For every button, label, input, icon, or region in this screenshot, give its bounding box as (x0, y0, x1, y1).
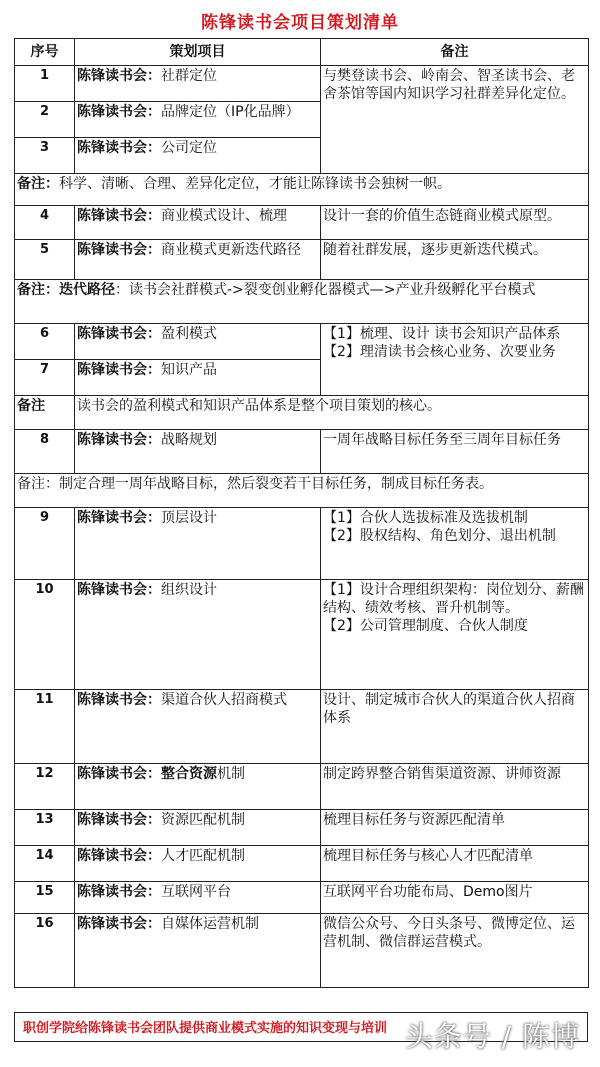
item-text: 自媒体运营机制 (161, 916, 259, 932)
row-num: 13 (15, 810, 75, 846)
table-row (15, 580, 589, 690)
row-num: 5 (15, 240, 75, 280)
row-item (75, 882, 321, 914)
row-remark: 梳理目标任务与资源匹配清单 (321, 810, 589, 846)
row-remark (321, 324, 589, 396)
remark-line: 【2】理清读书会核心业务、次要业务 (323, 344, 556, 360)
item-prefix: 陈锋读书会： (77, 326, 161, 342)
item-text: 资源匹配机制 (161, 812, 245, 828)
row-remark: 与樊登读书会、岭南会、智圣读书会、老舍茶馆等国内知识学习社群差异化定位。 (321, 66, 589, 174)
item-prefix: 陈锋读书会： (77, 692, 161, 708)
row-num: 8 (15, 430, 75, 474)
note-bold: 迭代路径 (59, 282, 115, 298)
note-row (15, 280, 589, 324)
row-num: 1 (15, 66, 75, 102)
row-remark: 随着社群发展，逐步更新迭代模式。 (321, 240, 589, 280)
header-item: 策划项目 (75, 39, 321, 66)
item-prefix: 陈锋读书会： (77, 68, 161, 84)
item-text: 顶层设计 (161, 510, 217, 526)
row-remark (321, 508, 589, 580)
item-prefix: 陈锋读书会： (77, 766, 161, 782)
remark-line: 【2】公司管理制度、合伙人制度 (323, 618, 528, 634)
table-row (15, 810, 589, 846)
table-row (15, 690, 589, 764)
row-remark: 设计一套的价值生态链商业模式原型。 (321, 206, 589, 240)
table-header-row (15, 39, 589, 66)
row-item (75, 810, 321, 846)
note-cell (15, 280, 589, 324)
item-prefix: 陈锋读书会： (77, 884, 161, 900)
remark-line: 【1】合伙人选拔标准及选拔机制 (323, 510, 528, 526)
note-label: 备注 (15, 396, 75, 430)
remark-line: 【2】股权结构、角色划分、退出机制 (323, 528, 556, 544)
row-remark (321, 580, 589, 690)
header-remark: 备注 (321, 39, 589, 66)
document-title: 陈锋读书会项目策划清单 (201, 13, 399, 33)
row-item (75, 764, 321, 810)
row-item (75, 240, 321, 280)
item-text: 渠道合伙人招商模式 (161, 692, 287, 708)
item-text: 品牌定位（IP化品牌） (161, 104, 300, 120)
row-num: 10 (15, 580, 75, 690)
item-text: 公司定位 (161, 140, 217, 156)
row-item (75, 138, 321, 174)
item-prefix: 陈锋读书会： (77, 362, 161, 378)
item-prefix: 陈锋读书会： (77, 812, 161, 828)
row-num: 15 (15, 882, 75, 914)
table-row (15, 324, 589, 360)
row-num: 11 (15, 690, 75, 764)
item-text: 战略规划 (161, 432, 217, 448)
item-text: 人才匹配机制 (161, 848, 245, 864)
item-text: 组织设计 (161, 582, 217, 598)
row-item (75, 102, 321, 138)
row-remark: 互联网平台功能布局、Demo图片 (321, 882, 589, 914)
table-row (15, 240, 589, 280)
note-text: ：读书会社群模式->裂变创业孵化器模式—>产业升级孵化平台模式 (115, 282, 536, 298)
item-prefix: 陈锋读书会： (77, 104, 161, 120)
item-prefix: 陈锋读书会： (77, 510, 161, 526)
row-item (75, 580, 321, 690)
item-text: 互联网平台 (161, 884, 231, 900)
table-row (15, 914, 589, 988)
item-text: 社群定位 (161, 68, 217, 84)
item-prefix: 陈锋读书会： (77, 582, 161, 598)
note-label: 备注： (17, 282, 59, 298)
item-prefix: 陈锋读书会： (77, 432, 161, 448)
note-text: 备注：制定合理一周年战略目标，然后裂变若干目标任务，制成目标任务表。 (15, 474, 589, 508)
remark-line: 【1】梳理、设计 读书会知识产品体系 (323, 326, 561, 342)
row-num: 12 (15, 764, 75, 810)
table-row (15, 66, 589, 102)
item-text: 商业模式设计、梳理 (161, 208, 287, 224)
watermark: 头条号 / 陈博 (404, 1020, 580, 1053)
footer-text: 职创学院给陈锋读书会团队提供商业模式实施的知识变现与培训 (23, 1021, 388, 1036)
row-remark: 微信公众号、今日头条号、微博定位、运营机制、微信群运营模式。 (321, 914, 589, 988)
row-num: 6 (15, 324, 75, 360)
row-item (75, 206, 321, 240)
item-prefix: 陈锋读书会： (77, 848, 161, 864)
item-prefix: 陈锋读书会： (77, 242, 161, 258)
row-num: 3 (15, 138, 75, 174)
row-num: 7 (15, 360, 75, 396)
item-prefix: 陈锋读书会： (77, 208, 161, 224)
note-row (15, 396, 589, 430)
row-remark: 梳理目标任务与核心人才匹配清单 (321, 846, 589, 882)
row-num: 14 (15, 846, 75, 882)
row-item (75, 508, 321, 580)
row-remark: 设计、制定城市合伙人的渠道合伙人招商体系 (321, 690, 589, 764)
row-item (75, 324, 321, 360)
table-row (15, 882, 589, 914)
item-text: 机制 (217, 766, 245, 782)
note-row (15, 174, 589, 206)
row-num: 2 (15, 102, 75, 138)
note-label: 备注： (17, 176, 59, 192)
table-row (15, 508, 589, 580)
item-prefix: 陈锋读书会： (77, 916, 161, 932)
row-item (75, 66, 321, 102)
table-row (15, 764, 589, 810)
header-num: 序号 (15, 39, 75, 66)
item-text: 盈利模式 (161, 326, 217, 342)
remark-line: 【1】设计合理组织架构：岗位划分、薪酬结构、绩效考核、晋升机制等。 (323, 582, 584, 616)
row-num: 4 (15, 206, 75, 240)
row-item (75, 846, 321, 882)
item-bold: 整合资源 (161, 766, 217, 782)
note-row (15, 474, 589, 508)
row-item (75, 690, 321, 764)
note-text: 科学、清晰、合理、差异化定位，才能让陈锋读书会独树一帜。 (59, 176, 451, 192)
row-remark: 制定跨界整合销售渠道资源、讲师资源 (321, 764, 589, 810)
note-cell (15, 174, 589, 206)
row-item (75, 360, 321, 396)
row-item (75, 914, 321, 988)
note-text: 读书会的盈利模式和知识产品体系是整个项目策划的核心。 (75, 396, 589, 430)
item-text: 知识产品 (161, 362, 217, 378)
table-row (15, 846, 589, 882)
plan-table (14, 38, 589, 988)
row-remark: 一周年战略目标任务至三周年目标任务 (321, 430, 589, 474)
row-num: 16 (15, 914, 75, 988)
item-text: 商业模式更新迭代路径 (161, 242, 301, 258)
item-prefix: 陈锋读书会： (77, 140, 161, 156)
table-row (15, 430, 589, 474)
row-num: 9 (15, 508, 75, 580)
row-item (75, 430, 321, 474)
table-row (15, 206, 589, 240)
